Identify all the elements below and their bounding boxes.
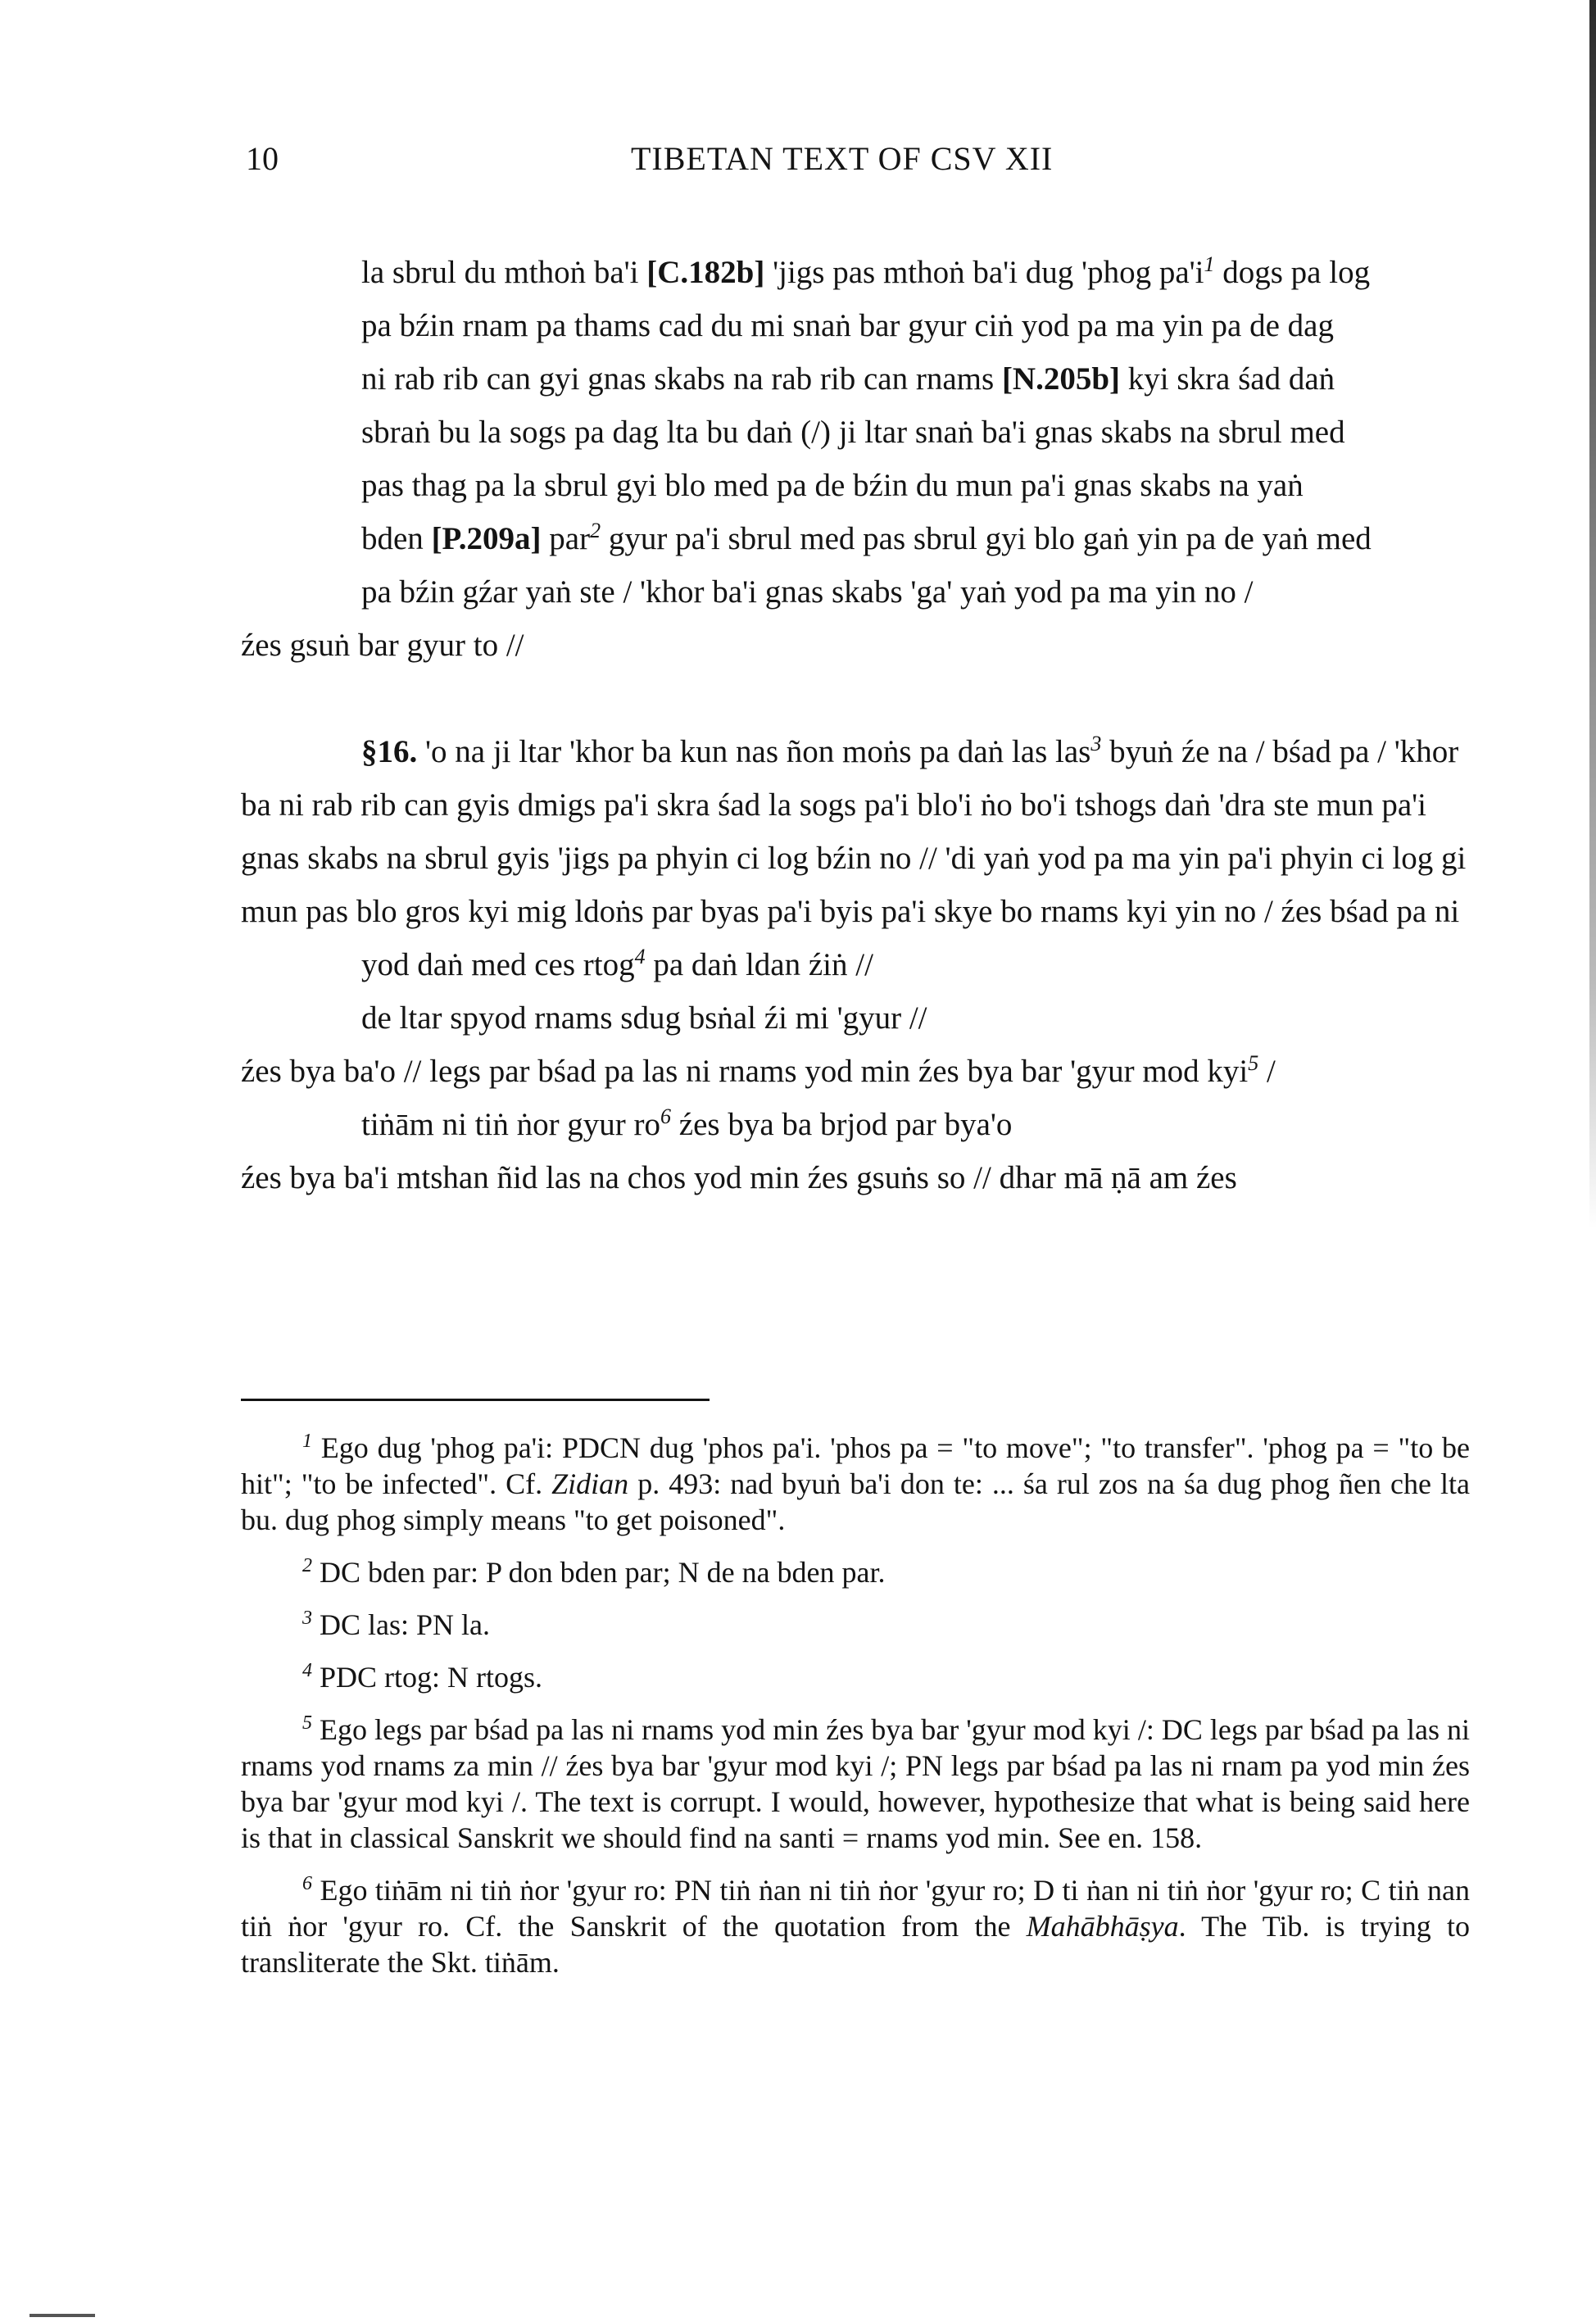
footnote-marker: 1	[1204, 252, 1215, 276]
footnote-marker: 3	[1090, 732, 1102, 755]
footnote-marker: 2	[590, 519, 601, 542]
text-line: pas thag pa la sbrul gyi blo med pa de bźin du mun pa'i gnas skabs na yaṅ	[361, 468, 1304, 503]
footnote-text: Ego tiṅām ni tiṅ ṅor 'gyur ro: PN tiṅ ṅan ni tiṅ ṅor 'gyur ro; D ti ṅan ni tiṅ ṅor 'gyur ro; C tiṅ nan tiṅ ṅor 'gyur ro. Cf. the Sanskrit of the quotation from the	[241, 1874, 1470, 1943]
footnote-number: 1	[302, 1431, 312, 1452]
paragraph-gap	[241, 672, 1470, 725]
text-line	[241, 246, 1470, 299]
footnote-4	[241, 1659, 1470, 1695]
text-segment: yod daṅ med ces rtog	[361, 947, 635, 982]
footnote-5	[241, 1712, 1470, 1856]
footnote-text: Ego legs par bśad pa las ni rnams yod min źes bya bar 'gyur mod kyi /: DC legs par bśad pa las ni rnams yod rnams za min // źes bya bar 'gyur mod kyi /; PN legs par bśad pa las ni rnam pa yod min źes bya bar 'gyur mod kyi /. The text is corrupt. I would, however, hypothesize that what is being said here is that in classical Sanskrit we should find na santi = rnams yod min. See en. 158.	[241, 1713, 1470, 1854]
footnote-number: 2	[302, 1555, 312, 1576]
footnote-6	[241, 1872, 1470, 1980]
main-text	[241, 246, 1470, 1204]
text-segment: ni rab rib can gyi gnas skabs na rab rib can rnams	[361, 361, 1002, 397]
footnotes	[241, 1430, 1470, 1997]
text-segment: źes bya ba brjod par bya'o	[671, 1107, 1013, 1142]
page-number: 10	[246, 140, 279, 177]
footnote-3	[241, 1607, 1470, 1643]
text-segment: par	[541, 521, 591, 556]
text-segment: byuṅ źe na / bśad pa / 'khor ba ni rab rib can gyis dmigs pa'i skra śad la sogs pa'i blo'i ṅo bo'i tshogs daṅ 'dra ste mun pa'i gnas skabs na sbrul gyis 'jigs pa phyin ci log bźin no // 'di yaṅ yod pa ma yin pa'i phyin ci log gi mun pas blo gros kyi mig ldoṅs par byas pa'i byis pa'i skye bo rnams kyi yin no / źes bśad pa ni	[241, 734, 1467, 929]
footnote-italic-title: Zidian	[551, 1467, 629, 1500]
text-line	[241, 512, 1470, 565]
text-segment: la sbrul du mthoṅ ba'i	[361, 255, 647, 290]
section-16-paragraph	[241, 725, 1470, 938]
footnote-marker: 5	[1248, 1051, 1259, 1075]
footnote-text: DC bden par: P don bden par; N de na bden par.	[312, 1556, 886, 1589]
text-segment: kyi skra śad daṅ	[1120, 361, 1335, 397]
footnote-text: Ego dug 'phog pa'i: PDCN dug 'phos pa'i. 'phos pa = "to move"; "to transfer". 'phog pa = "to be hit"; "to be infected". Cf.	[241, 1431, 1470, 1500]
text-segment: 'jigs pas mthoṅ ba'i dug 'phog pa'i	[764, 255, 1204, 290]
text-segment: gyur pa'i sbrul med pas sbrul gyi blo gaṅ yin pa de yaṅ med	[601, 521, 1372, 556]
footnote-italic-title: Mahābhāṣya	[1026, 1910, 1179, 1943]
folio-reference: [C.182b]	[646, 255, 765, 290]
footnote-number: 6	[302, 1873, 312, 1894]
text-line	[241, 1045, 1470, 1098]
footnote-text: DC las: PN la.	[312, 1608, 491, 1641]
footnote-number: 5	[302, 1712, 312, 1734]
text-segment: dogs pa log	[1214, 255, 1371, 290]
verse-line	[241, 938, 1470, 991]
section-number: §16.	[361, 734, 418, 769]
footnote-2	[241, 1554, 1470, 1590]
scan-corner-mark	[29, 2314, 95, 2317]
footnote-text: . The Tib. is trying to transliterate the Skt. tiṅām.	[241, 1910, 1470, 1979]
footnote-separator	[241, 1399, 710, 1401]
footnote-number: 4	[302, 1660, 312, 1681]
text-line: pa bźin gźar yaṅ ste / 'khor ba'i gnas skabs 'ga' yaṅ yod pa ma yin no /	[361, 574, 1254, 610]
text-line: źes gsuṅ bar gyur to //	[241, 628, 524, 663]
text-segment: pa daṅ ldan źiṅ //	[645, 947, 873, 982]
folio-reference: [P.209a]	[431, 521, 542, 556]
footnote-number: 3	[302, 1608, 312, 1629]
text-segment: 'o na ji ltar 'khor ba kun nas ñon moṅs pa daṅ las las	[417, 734, 1091, 769]
text-segment: bden	[361, 521, 432, 556]
footnote-text: p. 493: nad byuṅ ba'i don te: ... śa rul zos na śa dug phog ñen che lta bu. dug phog simply means "to get poisoned".	[241, 1467, 1471, 1536]
verse-line	[241, 1098, 1470, 1151]
text-segment: tiṅām ni tiṅ ṅor gyur ro	[361, 1107, 661, 1142]
footnote-marker: 6	[660, 1104, 672, 1128]
footnote-1	[241, 1430, 1470, 1538]
footnote-text: PDC rtog: N rtogs.	[312, 1661, 543, 1694]
text-segment: /	[1258, 1054, 1276, 1089]
scan-edge-shadow	[1589, 0, 1596, 1229]
folio-reference: [N.205b]	[1001, 361, 1121, 397]
verse-line: de ltar spyod rnams sdug bsṅal źi mi 'gyur //	[361, 1000, 927, 1036]
text-line: pa bźin rnam pa thams cad du mi snaṅ bar gyur ciṅ yod pa ma yin pa de dag	[361, 308, 1334, 343]
running-head: TIBETAN TEXT OF CSV XII	[631, 140, 1054, 177]
text-line: sbraṅ bu la sogs pa dag lta bu daṅ (/) ji ltar snaṅ ba'i gnas skabs na sbrul med	[361, 415, 1345, 450]
text-line: źes bya ba'i mtshan ñid las na chos yod min źes gsuṅs so // dhar mā ṇā am źes	[241, 1160, 1237, 1195]
text-line	[241, 352, 1470, 406]
footnote-marker: 4	[634, 945, 646, 968]
page-header	[0, 139, 1596, 188]
text-segment: źes bya ba'o // legs par bśad pa las ni rnams yod min źes bya bar 'gyur mod kyi	[241, 1054, 1249, 1089]
